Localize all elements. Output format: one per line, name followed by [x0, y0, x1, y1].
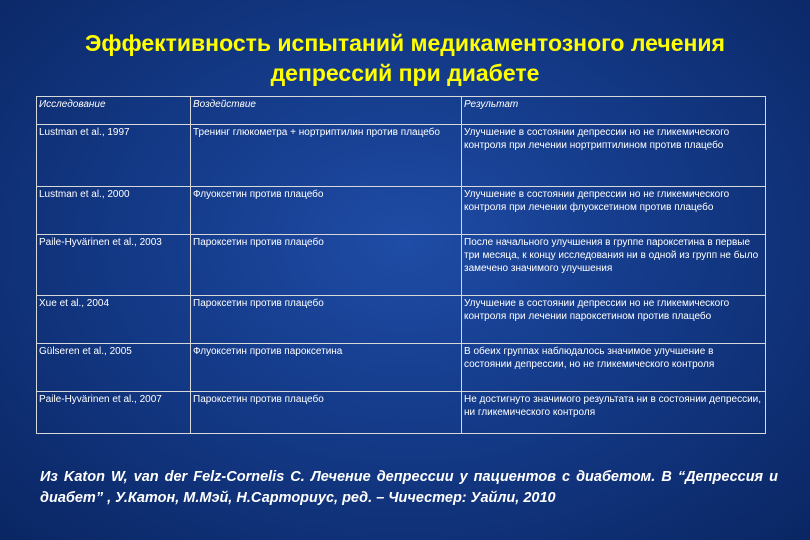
cell-intervention: Тренинг глюкометра + нортриптилин против плацебо: [191, 125, 462, 187]
cell-result: В обеих группах наблюдалось значимое улучшение в состоянии депрессии, но не гликемического контроля: [462, 344, 766, 392]
header-study: Исследование: [37, 97, 191, 125]
cell-intervention: Пароксетин против плацебо: [191, 392, 462, 434]
cell-study: Xue et al., 2004: [37, 296, 191, 344]
table-row: [37, 392, 766, 434]
table-row: [37, 344, 766, 392]
header-intervention: Воздействие: [191, 97, 462, 125]
header-result: Результат: [462, 97, 766, 125]
cell-intervention: Флуоксетин против пароксетина: [191, 344, 462, 392]
cell-study: Lustman et al., 1997: [37, 125, 191, 187]
cell-result: Улучшение в состоянии депрессии но не гликемического контроля при лечении пароксетином против плацебо: [462, 296, 766, 344]
cell-intervention: Флуоксетин против плацебо: [191, 187, 462, 235]
cell-study: Paile-Hyvärinen et al., 2007: [37, 392, 191, 434]
table-row: [37, 125, 766, 187]
cell-result: Улучшение в состоянии депрессии но не гликемического контроля при лечении нортриптилином против плацебо: [462, 125, 766, 187]
table-row: [37, 235, 766, 296]
slide-title-line-1: Эффективность испытаний медикаментозного лечения: [85, 30, 725, 56]
cell-result: Улучшение в состоянии депрессии но не гликемического контроля при лечении флуоксетином против плацебо: [462, 187, 766, 235]
cell-result: После начального улучшения в группе пароксетина в первые три месяца, к концу исследования ни в одной из групп не было замечено значимого улучшения: [462, 235, 766, 296]
table-header-row: [37, 97, 766, 125]
cell-study: Lustman et al., 2000: [37, 187, 191, 235]
slide-title-line-2: депрессий при диабете: [270, 60, 540, 86]
cell-intervention: Пароксетин против плацебо: [191, 235, 462, 296]
table-row: [37, 296, 766, 344]
table-row: [37, 187, 766, 235]
source-footnote: Из Katon W, van der Felz-Cornelis C. Лечение депрессии у пациентов с диабетом. В “Депрессия и диабет” , У.Катон, М.Мэй, Н.Сарториус, ред. – Чичестер: Уайли, 2010: [40, 469, 778, 506]
cell-result: Не достигнуто значимого результата ни в состоянии депрессии, ни гликемического контроля: [462, 392, 766, 434]
trials-table: [36, 96, 766, 434]
cell-study: Gülseren et al., 2005: [37, 344, 191, 392]
slide-title: [40, 28, 770, 88]
cell-study: Paile-Hyvärinen et al., 2003: [37, 235, 191, 296]
cell-intervention: Пароксетин против плацебо: [191, 296, 462, 344]
